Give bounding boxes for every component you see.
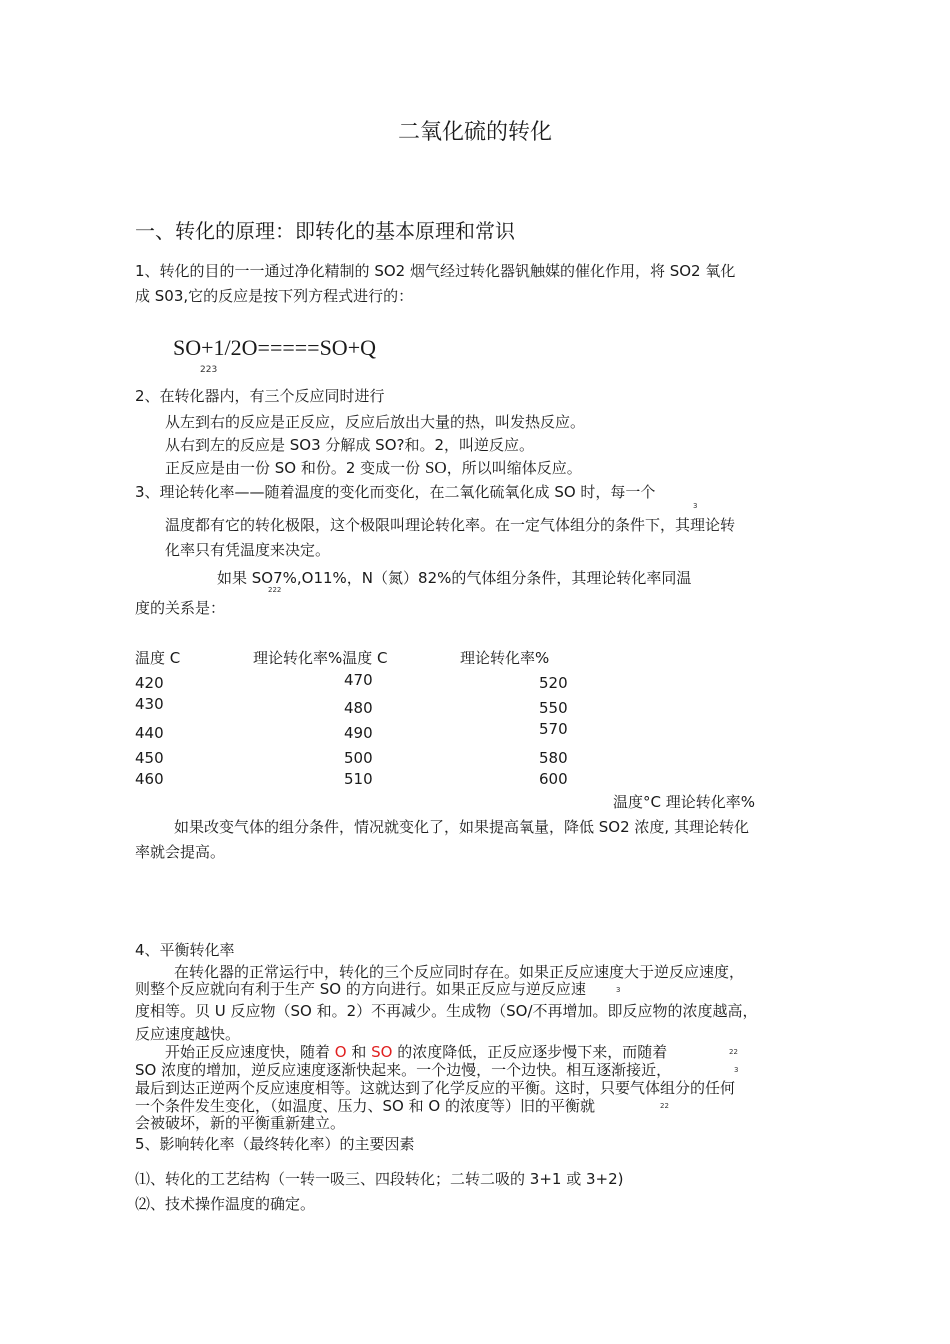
item3-line3: 化率只有凭温度来决定。 [165,541,331,559]
item3-line4: 如果 SO7%,O11%，N（氮）82%的气体组分条件，其理论转化率同温 [217,569,692,587]
table-cell: 500 [344,749,373,767]
table-cell: 520 [539,674,568,692]
table-header-rate: 理论转化率% [460,649,550,667]
section4-line5-so: SO [371,1043,393,1061]
table-header-temp: 温度 C [135,649,181,667]
section-heading-1: 一、转化的原理：即转化的基本原理和常识 [135,219,515,243]
para-change-line2: 率就会提高。 [135,843,226,861]
para-change-line1: 如果改变气体的组分条件，情况就变化了，如果提高氧量，降低 SO2 浓度, 其理论转化 [174,818,749,836]
section5-item1: ⑴、转化的工艺结构（一转一吸三、四段转化；二转二吸的 3+1 或 3+2) [135,1170,624,1188]
section4-line5-o: O [334,1043,347,1061]
item2-line3-so: SO [424,458,447,477]
item3-line5: 度的关系是： [135,599,226,617]
section4-line2: 则整个反应就向有利于生产 SO 的方向进行。如果正反应与逆反应速 [135,980,586,998]
section4-line8: 一个条件发生变化，（如温度、压力、SO 和 O 的浓度等）旧的平衡就 [135,1097,595,1115]
item3-subscript: 3 [693,502,698,510]
item2-line3-text-a: 正反应是由一份 SO 和份。2 变成一份 [165,459,425,477]
item2-line1: 从左到右的反应是正反应，反应后放出大量的热，叫发热反应。 [165,413,586,431]
section4-line8-subscript: 22 [660,1102,669,1110]
section4-line2-subscript: 3 [616,986,621,994]
table-header-rate-temp: 理论转化率%温度 C [253,649,388,667]
section4-line1: 在转化器的正常运行中，转化的三个反应同时存在。如果正反应速度大于逆反应速度， [174,963,745,981]
table-cell: 440 [135,724,164,742]
section4-line5-b: 的浓度降低，正反应逐步慢下来，而随着 [392,1043,668,1061]
item3-line1: 3、理论转化率——随着温度的变化而变化，在二氧化硫氧化成 SO 时，每一个 [135,483,656,501]
section4-line3: 度相等。贝 U 反应物（SO 和。2）不再减少。生成物（SO/不再增加。即反应物的浓度越高， [135,1002,758,1020]
item3-subscript-2: 222 [268,586,282,594]
section4-line6-subscript: 3 [734,1066,739,1074]
item3-line2: 温度都有它的转化极限，这个极限叫理论转化率。在一定气体组分的条件下，其理论转 [165,516,736,534]
item1-line1: 1、转化的目的一一通过净化精制的 SO2 烟气经过转化器钒触媒的催化作用，将 SO2 氧化 [135,262,736,280]
section5-title: 5、影响转化率（最终转化率）的主要因素 [135,1135,415,1153]
table-cell: 430 [135,695,164,713]
item2-line2: 从右到左的反应是 SO3 分解成 SO?和。2，叫逆反应。 [165,436,535,454]
table-cell: 460 [135,770,164,788]
table-cell: 510 [344,770,373,788]
table-cell: 490 [344,724,373,742]
section5-item2: ⑵、技术操作温度的确定。 [135,1195,316,1213]
table-cell: 550 [539,699,568,717]
table-cell: 480 [344,699,373,717]
item2-title: 2、在转化器内，有三个反应同时进行 [135,387,385,405]
section4-line6: SO 浓度的增加，逆反应速度逐渐快起来。一个边慢，一个边快。相互逐渐接近， [135,1061,672,1079]
table-cell: 420 [135,674,164,692]
section4-line5-and: 和 [346,1043,372,1061]
table-cell: 570 [539,720,568,738]
table-footer-header: 温度°C 理论转化率% [613,793,755,811]
table-cell: 580 [539,749,568,767]
section4-line7: 最后到达正逆两个反应速度相等。这就达到了化学反应的平衡。这时，只要气体组分的任何 [135,1079,736,1097]
table-cell: 470 [344,671,373,689]
section4-title: 4、平衡转化率 [135,941,235,959]
page-title: 二氧化硫的转化 [397,120,552,145]
item2-line3-text-b: ，所以叫缩体反应。 [446,459,582,477]
item1-line2: 成 S03,它的反应是按下列方程式进行的： [135,287,414,305]
table-cell: 600 [539,770,568,788]
section4-line5-a: 开始正反应速度快，随着 [165,1043,335,1061]
section4-line4: 反应速度越快。 [135,1025,241,1043]
formula-subscripts: 223 [200,365,218,375]
table-cell: 450 [135,749,164,767]
section4-line5-subscript: 22 [729,1048,738,1056]
section4-line9: 会被破坏，新的平衡重新建立。 [135,1114,346,1132]
item2-line3 [165,457,582,478]
reaction-formula: SO+1/2O=====SO+Q [173,335,376,360]
